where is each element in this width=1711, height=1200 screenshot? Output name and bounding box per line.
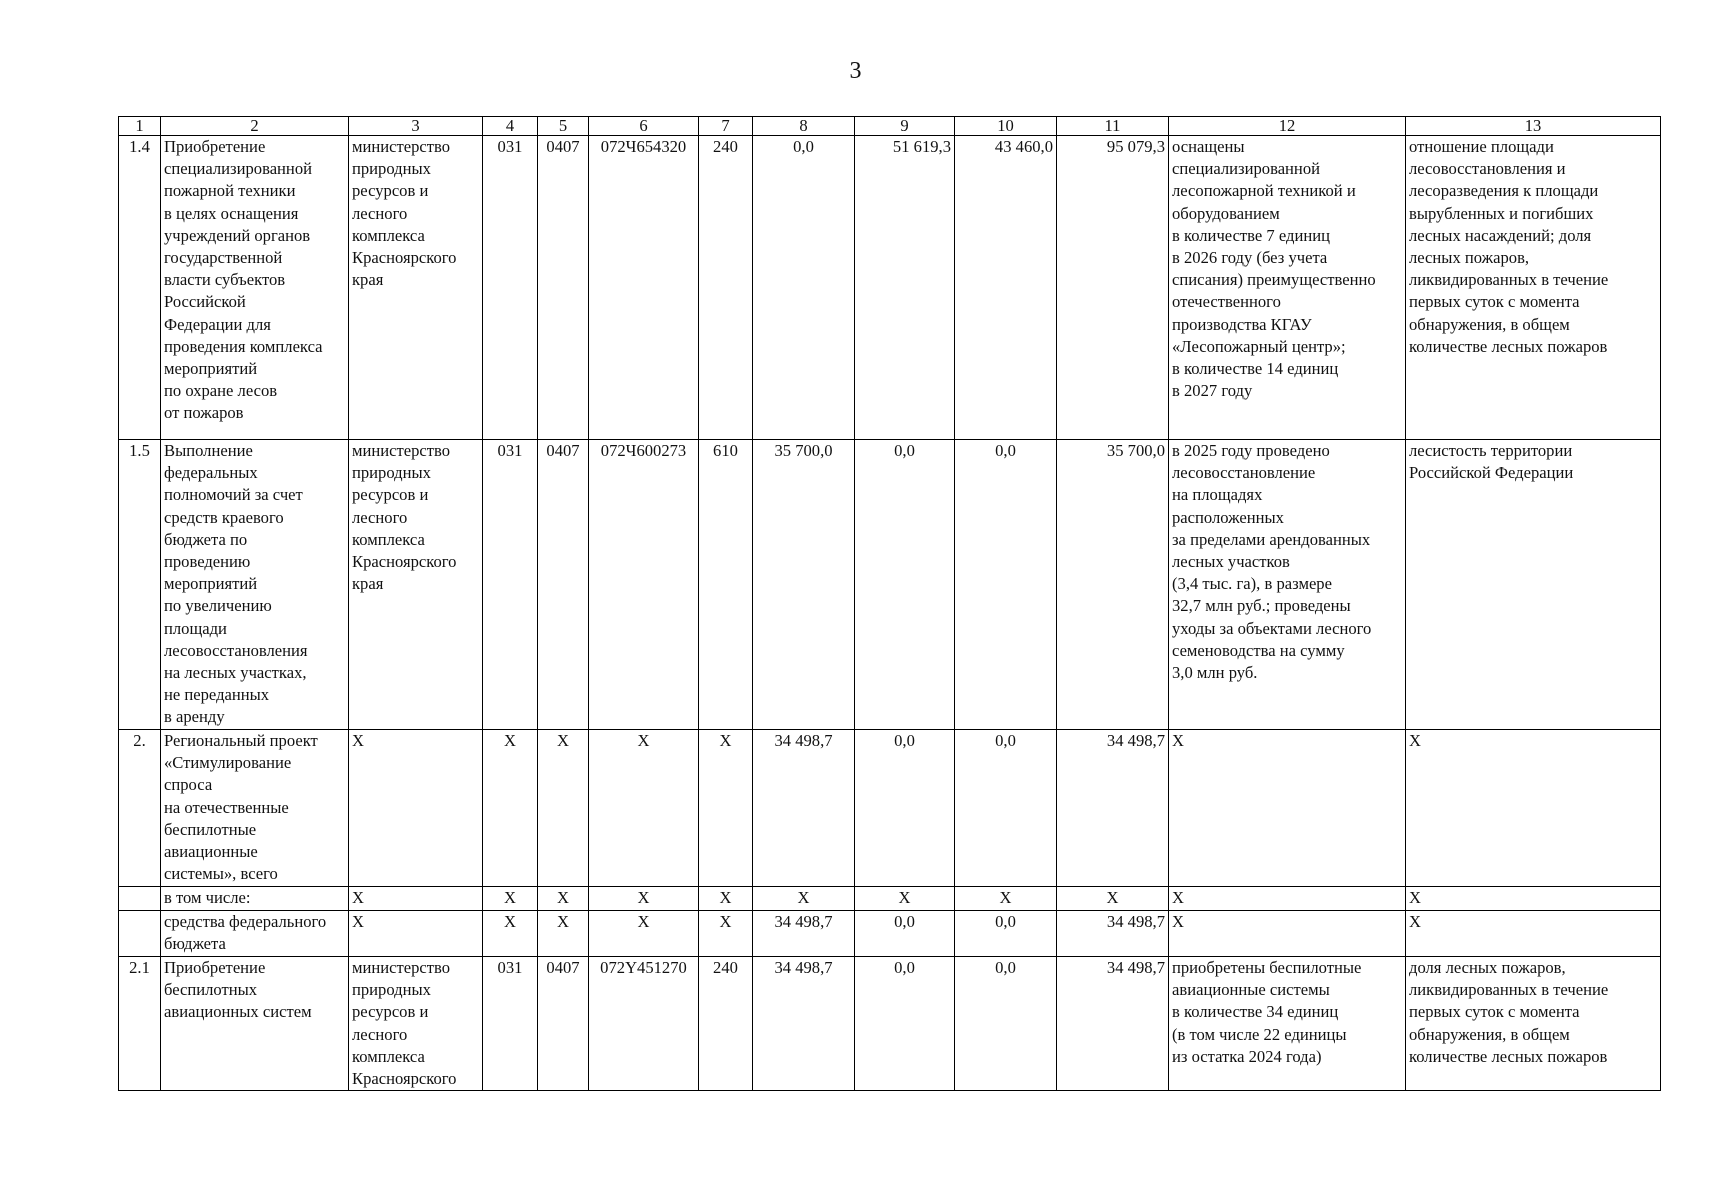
column-number-row xyxy=(119,117,1661,136)
amount-total: X xyxy=(1057,887,1169,911)
item-number: 2.1 xyxy=(119,957,161,1091)
section-code: 0407 xyxy=(538,957,589,1091)
column-number: 8 xyxy=(753,117,855,136)
responsible-executor: министерство природных ресурсов и лесного комплекса Красноярского xyxy=(349,957,483,1091)
column-number: 4 xyxy=(483,117,538,136)
expense-type-code: X xyxy=(699,911,753,957)
column-number: 5 xyxy=(538,117,589,136)
column-number: 7 xyxy=(699,117,753,136)
amount-year-3: 0,0 xyxy=(955,957,1057,1091)
table-row xyxy=(119,957,1661,1091)
amount-year-2: 0,0 xyxy=(855,730,955,887)
amount-year-3: 0,0 xyxy=(955,440,1057,730)
amount-year-3: 0,0 xyxy=(955,911,1057,957)
responsible-executor: X xyxy=(349,730,483,887)
item-number xyxy=(119,887,161,911)
target-article-code: 072Ч654320 xyxy=(589,136,699,440)
indicator-link: отношение площади лесовосстановления и лесоразведения к площади вырубленных и погибших лесных насаждений; доля лесных пожаров, ликвидированных в течение первых суток с момента обнаружения, в общем количестве лесных пожаров xyxy=(1406,136,1661,440)
expense-type-code: X xyxy=(699,730,753,887)
grbs-code: 031 xyxy=(483,440,538,730)
responsible-executor: X xyxy=(349,887,483,911)
amount-year-1: 0,0 xyxy=(753,136,855,440)
amount-year-3: X xyxy=(955,887,1057,911)
column-number: 9 xyxy=(855,117,955,136)
amount-year-3: 43 460,0 xyxy=(955,136,1057,440)
expected-result: X xyxy=(1169,730,1406,887)
item-number: 1.4 xyxy=(119,136,161,440)
amount-total: 95 079,3 xyxy=(1057,136,1169,440)
expected-result: приобретены беспилотные авиационные системы в количестве 34 единиц (в том числе 22 единицы из остатка 2024 года) xyxy=(1169,957,1406,1091)
amount-total: 34 498,7 xyxy=(1057,730,1169,887)
grbs-code: X xyxy=(483,730,538,887)
indicator-link: X xyxy=(1406,911,1661,957)
expense-type-code: 240 xyxy=(699,957,753,1091)
page-number: 3 xyxy=(849,58,862,84)
table-row xyxy=(119,440,1661,730)
indicator-link: доля лесных пожаров, ликвидированных в течение первых суток с момента обнаружения, в общем количестве лесных пожаров xyxy=(1406,957,1661,1091)
item-number: 1.5 xyxy=(119,440,161,730)
target-article-code: 072Y451270 xyxy=(589,957,699,1091)
responsible-executor: министерство природных ресурсов и лесного комплекса Красноярского края xyxy=(349,136,483,440)
expense-type-code: 240 xyxy=(699,136,753,440)
section-code: 0407 xyxy=(538,136,589,440)
section-code: X xyxy=(538,911,589,957)
responsible-executor: министерство природных ресурсов и лесного комплекса Красноярского края xyxy=(349,440,483,730)
target-article-code: X xyxy=(589,911,699,957)
amount-year-3: 0,0 xyxy=(955,730,1057,887)
table-row xyxy=(119,730,1661,887)
amount-total: 34 498,7 xyxy=(1057,957,1169,1091)
column-number: 13 xyxy=(1406,117,1661,136)
budget-table xyxy=(118,116,1661,1091)
item-title: Приобретение беспилотных авиационных систем xyxy=(161,957,349,1091)
indicator-link: X xyxy=(1406,887,1661,911)
amount-year-2: 0,0 xyxy=(855,440,955,730)
amount-year-1: 34 498,7 xyxy=(753,957,855,1091)
grbs-code: X xyxy=(483,911,538,957)
responsible-executor: X xyxy=(349,911,483,957)
column-number: 3 xyxy=(349,117,483,136)
section-code: 0407 xyxy=(538,440,589,730)
amount-year-2: 0,0 xyxy=(855,911,955,957)
table-row xyxy=(119,911,1661,957)
amount-year-2: 51 619,3 xyxy=(855,136,955,440)
amount-year-1: 34 498,7 xyxy=(753,911,855,957)
target-article-code: X xyxy=(589,887,699,911)
expense-type-code: 610 xyxy=(699,440,753,730)
column-number: 12 xyxy=(1169,117,1406,136)
column-number: 2 xyxy=(161,117,349,136)
item-title: Приобретение специализированной пожарной техники в целях оснащения учреждений органов государственной власти субъектов Российской Федерации для проведения комплекса мероприятий по охране лесов от пожаров xyxy=(161,136,349,440)
table-row xyxy=(119,136,1661,440)
item-title: Региональный проект «Стимулирование спроса на отечественные беспилотные авиационные системы», всего xyxy=(161,730,349,887)
expected-result: X xyxy=(1169,911,1406,957)
item-title: Выполнение федеральных полномочий за счет средств краевого бюджета по проведению мероприятий по увеличению площади лесовосстановления на лесных участках, не переданных в аренду xyxy=(161,440,349,730)
column-number: 6 xyxy=(589,117,699,136)
target-article-code: 072Ч600273 xyxy=(589,440,699,730)
section-code: X xyxy=(538,887,589,911)
item-title: в том числе: xyxy=(161,887,349,911)
column-number: 11 xyxy=(1057,117,1169,136)
amount-total: 34 498,7 xyxy=(1057,911,1169,957)
amount-year-1: 35 700,0 xyxy=(753,440,855,730)
item-title: средства федерального бюджета xyxy=(161,911,349,957)
expected-result: в 2025 году проведено лесовосстановление на площадях расположенных за пределами арендованных лесных участков (3,4 тыс. га), в размере 32,7 млн руб.; проведены уходы за объектами лесного семеноводства на сумму 3,0 млн руб. xyxy=(1169,440,1406,730)
amount-year-2: X xyxy=(855,887,955,911)
column-number: 1 xyxy=(119,117,161,136)
indicator-link: лесистость территории Российской Федерации xyxy=(1406,440,1661,730)
column-number: 10 xyxy=(955,117,1057,136)
item-number: 2. xyxy=(119,730,161,887)
grbs-code: X xyxy=(483,887,538,911)
item-number xyxy=(119,911,161,957)
section-code: X xyxy=(538,730,589,887)
expense-type-code: X xyxy=(699,887,753,911)
expected-result: оснащены специализированной лесопожарной техникой и оборудованием в количестве 7 единиц в 2026 году (без учета списания) преимущественно отечественного производства КГАУ «Лесопожарный центр»; в количестве 14 единиц в 2027 году xyxy=(1169,136,1406,440)
table-row xyxy=(119,887,1661,911)
expected-result: X xyxy=(1169,887,1406,911)
grbs-code: 031 xyxy=(483,136,538,440)
amount-year-1: X xyxy=(753,887,855,911)
amount-year-2: 0,0 xyxy=(855,957,955,1091)
target-article-code: X xyxy=(589,730,699,887)
grbs-code: 031 xyxy=(483,957,538,1091)
amount-year-1: 34 498,7 xyxy=(753,730,855,887)
indicator-link: X xyxy=(1406,730,1661,887)
amount-total: 35 700,0 xyxy=(1057,440,1169,730)
